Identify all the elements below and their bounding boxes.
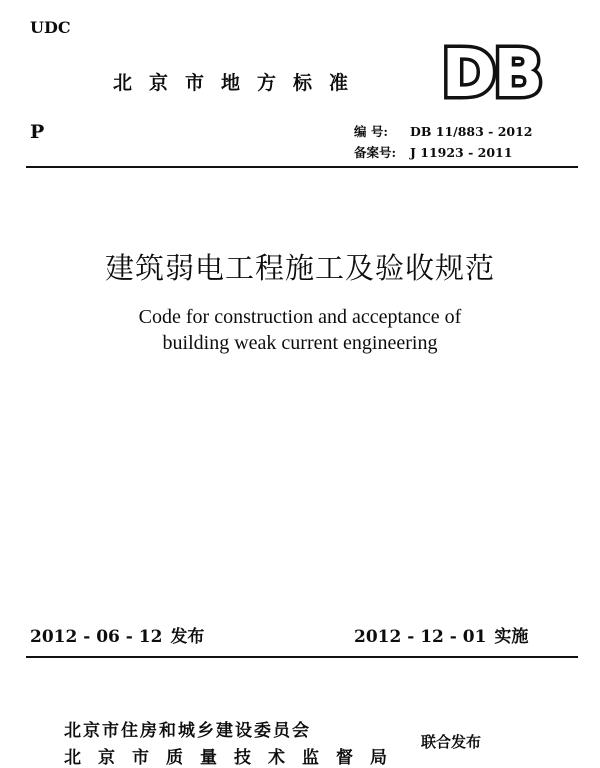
standard-number: DB 11/883 - 2012 [410, 124, 533, 139]
db-logo [429, 40, 553, 102]
record-number: J 11923 - 2011 [410, 145, 513, 160]
implement-date: 2012 - 12 - 01 [354, 627, 487, 647]
issuer-quality-bureau: 北京市质量技术监督局 [64, 748, 404, 768]
issue-date: 2012 - 06 - 12 [30, 627, 163, 647]
classification-code: P [30, 121, 45, 143]
implement-verb: 实施 [494, 627, 529, 647]
implement-date-row [354, 622, 528, 647]
top-divider [26, 166, 578, 168]
title-english-line1: Code for construction and acceptance of [138, 306, 462, 328]
standard-type-heading: 北京市地方标准 [113, 72, 366, 94]
record-number-row [354, 143, 512, 161]
record-number-label: 备案号: [354, 145, 397, 160]
svg-text:DB: DB [441, 40, 541, 102]
standard-number-label: 编 号: [354, 124, 388, 139]
bottom-divider [26, 656, 578, 658]
title-chinese: 建筑弱电工程施工及验收规范 [104, 251, 495, 285]
issuer-housing-commission: 北京市住房和城乡建设委员会 [64, 721, 311, 741]
issue-verb: 发布 [170, 627, 205, 647]
standard-number-row [354, 122, 533, 140]
issue-date-row [30, 622, 204, 647]
title-english-line2: building weak current engineering [162, 332, 438, 354]
udc-label: UDC [30, 18, 71, 37]
joint-issue-label: 联合发布 [421, 733, 482, 751]
